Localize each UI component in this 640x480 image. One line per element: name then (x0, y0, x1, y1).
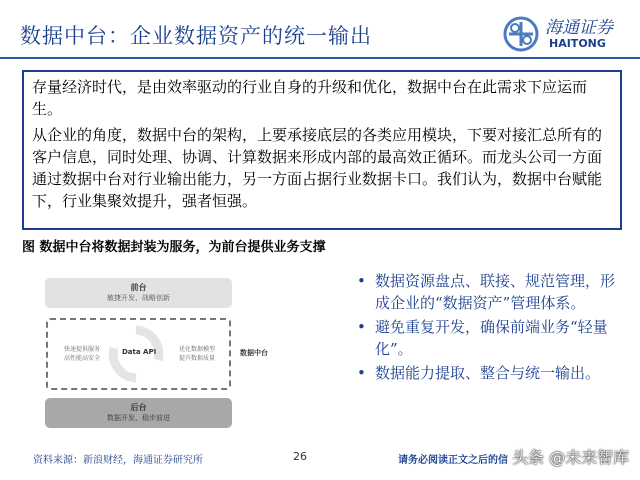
bullet-item: • 数据能力提取、整合与统一输出。 (355, 362, 625, 384)
haitong-logo: 海通证券 HAITONG (503, 16, 613, 52)
summary-paragraph: 从企业的角度，数据中台的架构，上要承接底层的各类应用模块，下要对接汇总所有的客户信息，同时处理、协调、计算数据来形成内部的最高效正循环。而龙头公司一方面通过数据中台对行业输出能力，另一方面占据行业数据卡口。我们认为，数据中台赋能下，行业集聚效提升，强者恒强。 (32, 126, 603, 210)
bullet-item: • 数据资源盘点、联接、规范管理，形成企业的“数据资产”管理体系。 (355, 270, 625, 314)
summary-box (22, 70, 622, 230)
bullet-list (355, 270, 625, 386)
figure-caption: 图 数据中台将数据封装为服务，为前台提供业务支撑 (22, 240, 326, 255)
summary-paragraph: 存量经济时代，是由效率驱动的行业自身的升级和优化，数据中台在此需求下应运而生。 (32, 78, 588, 118)
disclaimer: 请务必阅读正文之后的信 (398, 455, 508, 466)
data-middle-layer: 快速提供服务 高性能高安全 Data API 优化数据模型 提升数据质量 (46, 318, 231, 390)
haitong-emblem-icon (503, 16, 539, 52)
watermark: 头条 @未来智库 (512, 448, 630, 467)
architecture-diagram (0, 260, 330, 430)
source-note: 资料来源：新浪财经，海通证券研究所 (33, 455, 203, 466)
back-layer: 后台 数据开发、稳步前进 (45, 398, 232, 428)
title-divider (0, 57, 640, 59)
page-number: 26 (293, 450, 307, 463)
middle-label: 数据中台 (240, 349, 268, 357)
page-title: 数据中台：企业数据资产的统一输出 (20, 24, 372, 48)
bullet-item: • 避免重复开发，确保前端业务“轻量化”。 (355, 316, 625, 360)
front-layer: 前台 敏捷开发、战略创新 (45, 278, 232, 308)
